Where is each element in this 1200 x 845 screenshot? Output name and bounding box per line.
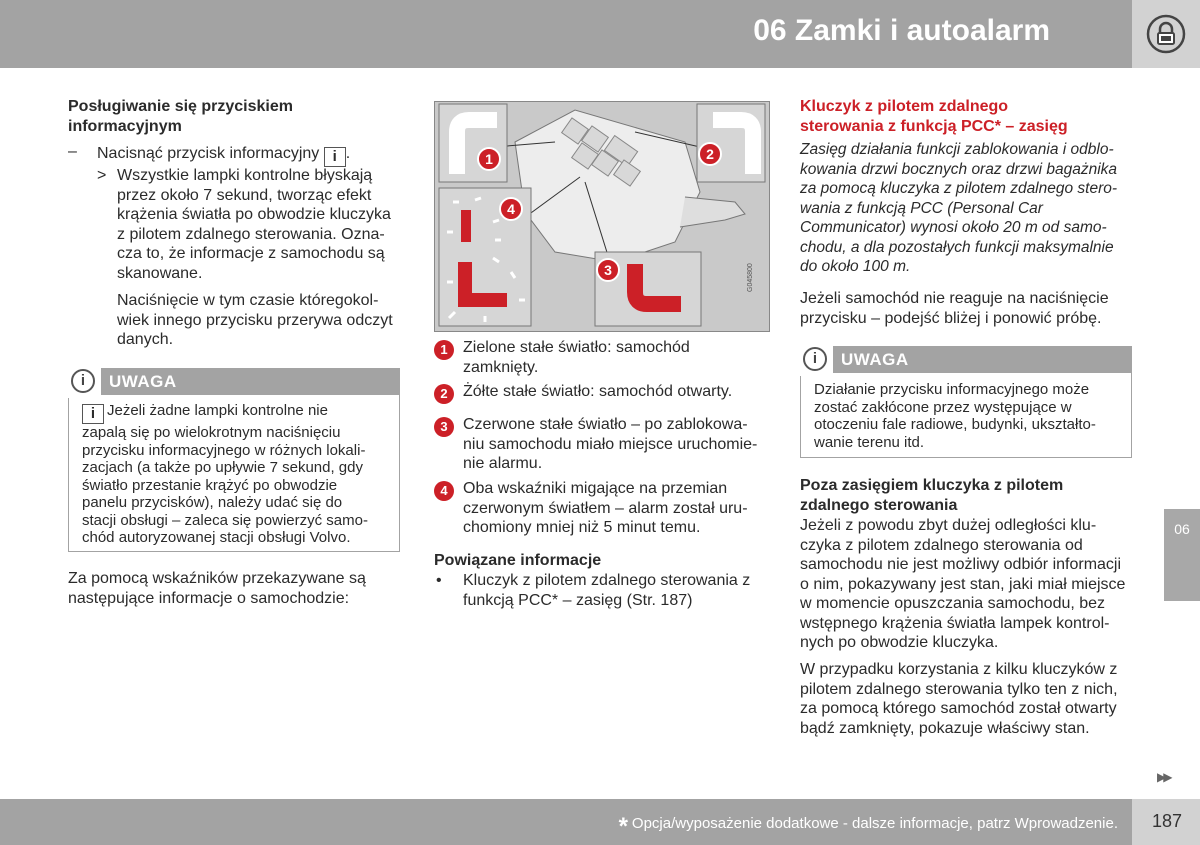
text-line: Wszystkie lampki kontrolne błyskają (117, 167, 373, 184)
footnote (619, 813, 1118, 841)
text-line: Poza zasięgiem kluczyka z pilotem (800, 477, 1064, 494)
text-line: otoczeniu fale radiowe, budynki, ukształto- (814, 416, 1096, 433)
text-line: światło przestanie krążyć po obwodzie (82, 476, 338, 494)
text-line: z pilotem zdalnego sterowania. Ozna- (117, 225, 385, 243)
text-line: krążenia światła po obwodzie kluczyka (117, 206, 391, 223)
text-line: Jeżeli z powodu zbyt dużej odległości klu- (800, 517, 1097, 534)
text-line: czerwonym światłem – alarm został uru- (463, 499, 748, 517)
info-button-icon: i (324, 147, 346, 167)
text-line: w momencie opuszczania samochodu, bez (800, 595, 1106, 612)
intro-paragraph (800, 140, 1140, 277)
callout-3: 3 (596, 258, 620, 282)
list-item (463, 479, 773, 538)
closing-paragraph (68, 569, 388, 608)
text-line: zapalą się po wielokrotnym naciśnięciu (82, 424, 341, 441)
chapter-title: 06 Zamki i autoalarm (753, 14, 1050, 47)
list-item (463, 338, 763, 377)
text-line: zostać zakłócone przez występujące w (814, 398, 1072, 416)
lock-icon (1146, 14, 1186, 54)
text-line: wstępnego krążenia światła lampek kontrol- (800, 614, 1110, 632)
chapter-icon-box (1132, 0, 1200, 68)
info-circle-icon: i (67, 366, 101, 398)
list-number: 1 (434, 340, 454, 360)
page-footer (0, 799, 1132, 845)
related-link[interactable] (463, 571, 773, 610)
text-line: zamknięty. (463, 358, 539, 376)
text-line: Jeżeli samochód nie reaguje na naciśnięcie (800, 290, 1109, 307)
text-line: za pomocą kluczyka z pilotem zdalnego stero- (800, 180, 1118, 197)
paragraph (800, 289, 1140, 328)
text-line: kowania drzwi bocznych oraz drzwi bagażnika (800, 160, 1118, 178)
text-line: za pomocą którego samochód został otwarty (800, 700, 1117, 717)
text-line: bądź zamknięty, pokazuje właściwy stan. (800, 719, 1090, 737)
text-line: danych. (117, 331, 174, 348)
text-line: wanie terenu itd. (814, 433, 925, 451)
step-after: . (345, 145, 351, 162)
callout-4: 4 (499, 197, 523, 221)
list-item (463, 382, 763, 402)
list-item (463, 415, 773, 474)
chapter-side-tab[interactable]: 06 (1164, 509, 1200, 601)
text-line: następujące informacje o samochodzie: (68, 589, 350, 607)
result-text (117, 166, 407, 283)
callout-2: 2 (698, 142, 722, 166)
text-line: Zielone stałe światło: samochód (463, 339, 690, 356)
figure-code: G045800 (747, 263, 754, 292)
paragraph (800, 660, 1140, 738)
text-line: przycisku – podejść bliżej i ponowić próbę. (800, 309, 1102, 327)
text-line: Kluczyk z pilotem zdalnego sterowania z (463, 572, 751, 589)
text-line: Czerwone stałe światło – po zablokowa- (463, 416, 748, 433)
text-line: W przypadku korzystania z kilku kluczyków z (800, 661, 1118, 678)
text-line: zacjach (a także po upływie 7 sekund, gdy (82, 459, 363, 476)
warning-header (69, 369, 399, 395)
text-line: chodu, a dla pozostałych funkcji maksymalnie (800, 238, 1114, 256)
text-line: sterowania z funkcją PCC* – zasięg (800, 118, 1068, 135)
related-heading: Powiązane informacje (434, 552, 602, 569)
list-number: 4 (434, 481, 454, 501)
warning-body (814, 381, 1124, 451)
section-heading: Posługiwanie się przyciskiem informacyjnym (68, 98, 293, 135)
double-chevron-right-icon[interactable]: ▶▶ (1157, 770, 1170, 784)
page-number: 187 (1151, 811, 1182, 831)
warning-box (68, 368, 400, 552)
text-line: Działanie przycisku informacyjnego może (814, 381, 1090, 398)
warning-title: UWAGA (109, 372, 177, 391)
step-text: Nacisnąć przycisk informacyjny (97, 145, 320, 162)
text-line: nie alarmu. (463, 455, 543, 472)
warning-body (82, 402, 392, 547)
text-line: chomiony mniej niż 5 minut temu. (463, 519, 701, 536)
interrupt-note (117, 291, 407, 350)
text-line: Żółte stałe światło: samochód otwarty. (463, 383, 733, 400)
text-line: Communicator) wynosi około 20 m od samo- (800, 219, 1107, 236)
section-heading-red (800, 97, 1130, 137)
text-line: cza to, że informacje z samochodu są (117, 245, 385, 262)
asterisk: * (618, 813, 628, 840)
text-line: pilotem zdalnego sterowania tylko ten z nich, (800, 680, 1118, 698)
bullet: • (436, 572, 442, 589)
text-line: wania z funkcją PCC (Personal Car (800, 199, 1043, 217)
info-circle-icon: i (799, 344, 833, 376)
text-line: panelu przycisków), należy udać się do (82, 494, 343, 511)
text-line: samochodu nie jest możliwy odbiór informacji (800, 556, 1122, 573)
page-number-box (1132, 799, 1200, 845)
page-header (0, 0, 1132, 68)
text-line: do około 100 m. (800, 258, 911, 275)
text-line: czyka z pilotem zdalnego sterowania od (800, 536, 1083, 554)
text-line: Zasięg działania funkcji zablokowania i odblo- (800, 141, 1114, 158)
text-line: chód autoryzowanej stacji obsługi Volvo. (82, 529, 351, 546)
text-line: nych po obwodzie kluczyka. (800, 634, 999, 651)
callout-1: 1 (477, 147, 501, 171)
result-marker: > (97, 167, 107, 184)
text-line: o nim, pokazywany jest stan, jaki miał miejsce (800, 575, 1126, 593)
text-line: Kluczyk z pilotem zdalnego (800, 98, 1009, 115)
warning-box (800, 346, 1132, 458)
key-fob-drawing (435, 102, 769, 331)
step-dash: – (68, 143, 77, 160)
sub-heading (800, 476, 1130, 516)
key-fob-illustration (434, 101, 770, 332)
text-line: wiek innego przycisku przerywa odczyt (117, 311, 393, 329)
text-line: Za pomocą wskaźników przekazywane są (68, 570, 366, 587)
warning-title: UWAGA (841, 350, 909, 369)
list-number: 3 (434, 417, 454, 437)
text-line: Oba wskaźniki migające na przemian (463, 480, 728, 497)
text-line: stacji obsługi – zaleca się powierzyć samo- (82, 511, 368, 529)
paragraph (800, 516, 1140, 653)
list-number: 2 (434, 384, 454, 404)
text-line: zdalnego sterowania (800, 497, 958, 514)
text-line: funkcją PCC* – zasięg (Str. 187) (463, 591, 693, 609)
step-instruction (97, 144, 350, 167)
text-line: przycisku informacyjnego w różnych lokali- (82, 441, 366, 459)
text-line: skanowane. (117, 264, 203, 282)
text-line: Naciśnięcie w tym czasie któregokol- (117, 292, 379, 309)
text-line: niu samochodu miało miejsce uruchomie- (463, 435, 758, 453)
warning-header (801, 347, 1131, 373)
footnote-text: Opcja/wyposażenie dodatkowe - dalsze informacje, patrz Wprowadzenie. (631, 815, 1118, 832)
text-line: przez około 7 sekund, tworząc efekt (117, 186, 372, 204)
text-line: i Jeżeli żadne lampki kontrolne nie (82, 402, 392, 424)
info-button-icon: i (82, 404, 104, 424)
